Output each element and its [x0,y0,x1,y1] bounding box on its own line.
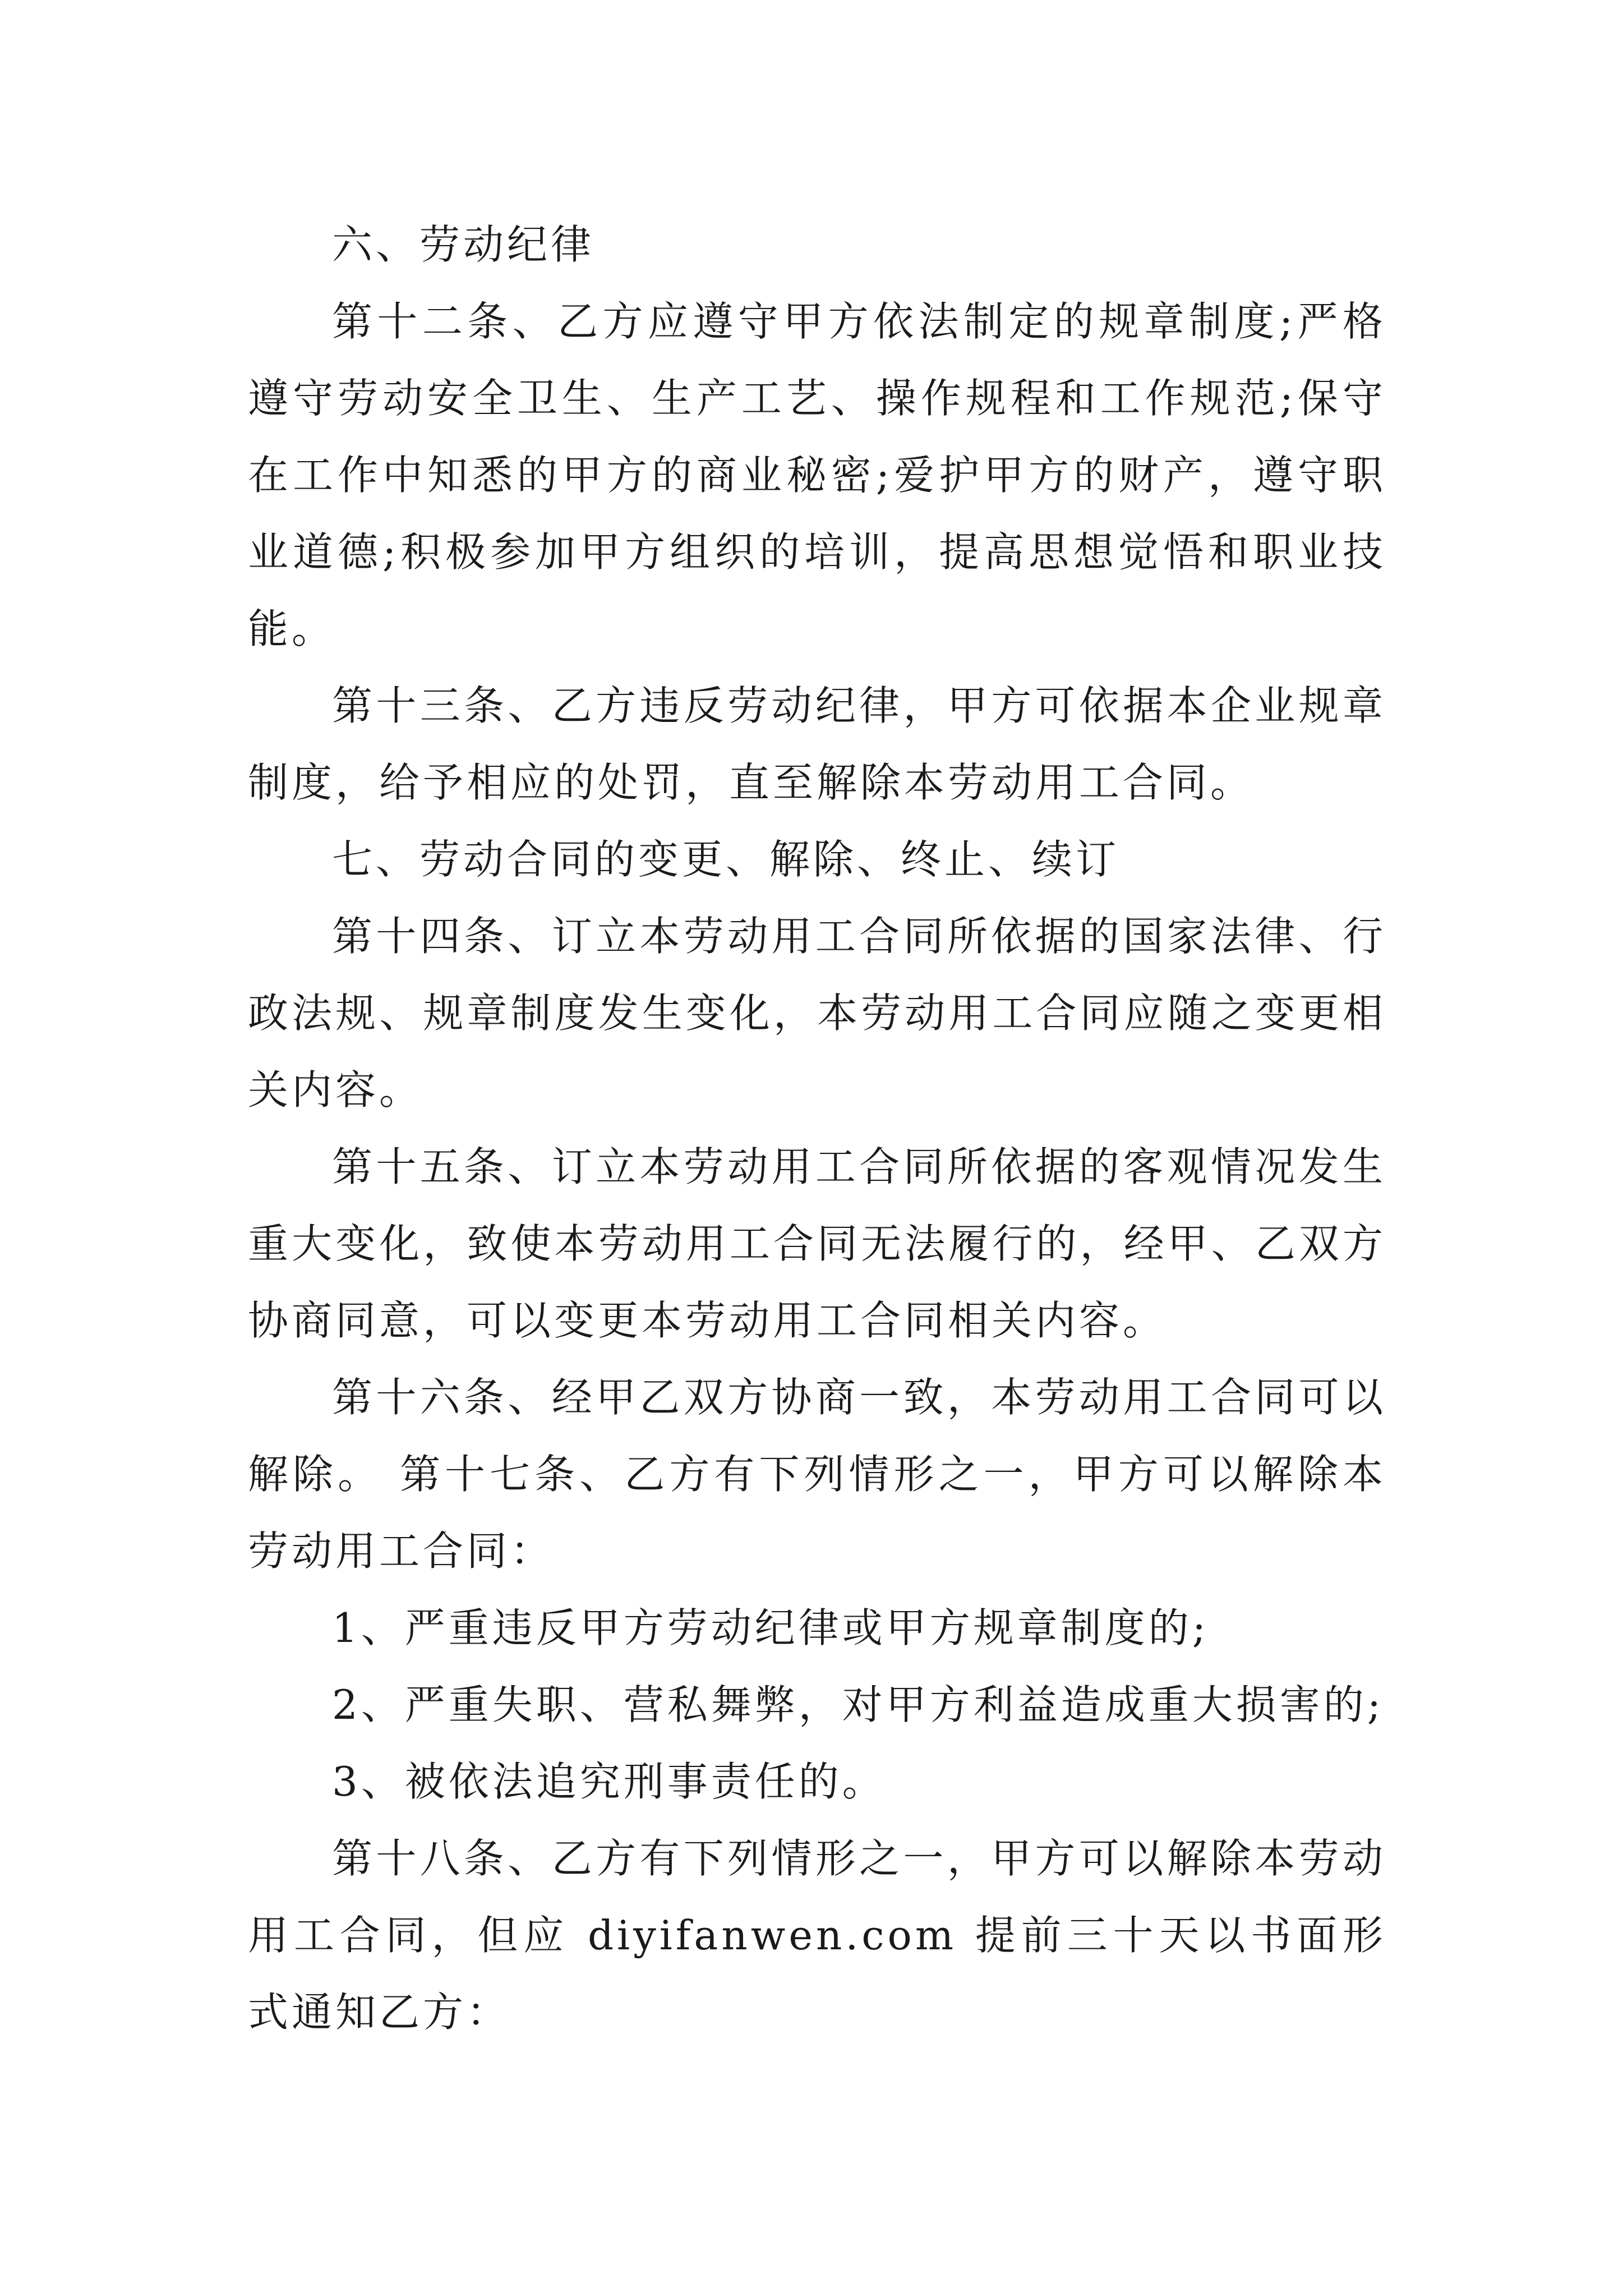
article-18-paragraph: 第十八条、乙方有下列情形之一，甲方可以解除本劳动用工合同，但应 diyifanwen.com 提前三十天以书面形式通知乙方： [248,1835,1386,2036]
document-body [248,206,1386,2051]
list-item-1: 1、严重违反甲方劳动纪律或甲方规章制度的; [332,1604,1210,1651]
article-15-paragraph: 第十五条、订立本劳动用工合同所依据的客观情况发生重大变化，致使本劳动用工合同无法履行的，经甲、乙双方协商同意，可以变更本劳动用工合同相关内容。 [248,1143,1386,1344]
article-13-paragraph: 第十三条、乙方违反劳动纪律，甲方可依据本企业规章制度，给予相应的处罚，直至解除本劳动用工合同。 [248,682,1386,806]
list-item-3: 3、被依法追究刑事责任的。 [332,1758,886,1805]
article-14-paragraph: 第十四条、订立本劳动用工合同所依据的国家法律、行政法规、规章制度发生变化，本劳动用工合同应随之变更相关内容。 [248,913,1386,1114]
section-heading-labor-discipline: 六、劳动纪律 [332,221,595,268]
section-heading-contract-changes: 七、劳动合同的变更、解除、终止、续订 [332,836,1120,883]
list-item-2: 2、严重失职、营私舞弊，对甲方利益造成重大损害的; [332,1681,1385,1728]
article-16-17-paragraph: 第十六条、经甲乙双方协商一致，本劳动用工合同可以解除。 第十七条、乙方有下列情形之一，甲方可以解除本劳动用工合同： [248,1374,1386,1575]
article-12-paragraph: 第十二条、乙方应遵守甲方依法制定的规章制度;严格遵守劳动安全卫生、生产工艺、操作规程和工作规范;保守在工作中知悉的甲方的商业秘密;爱护甲方的财产，遵守职业道德;积极参加甲方组织的培训，提高思想觉悟和职业技能。 [248,298,1386,652]
